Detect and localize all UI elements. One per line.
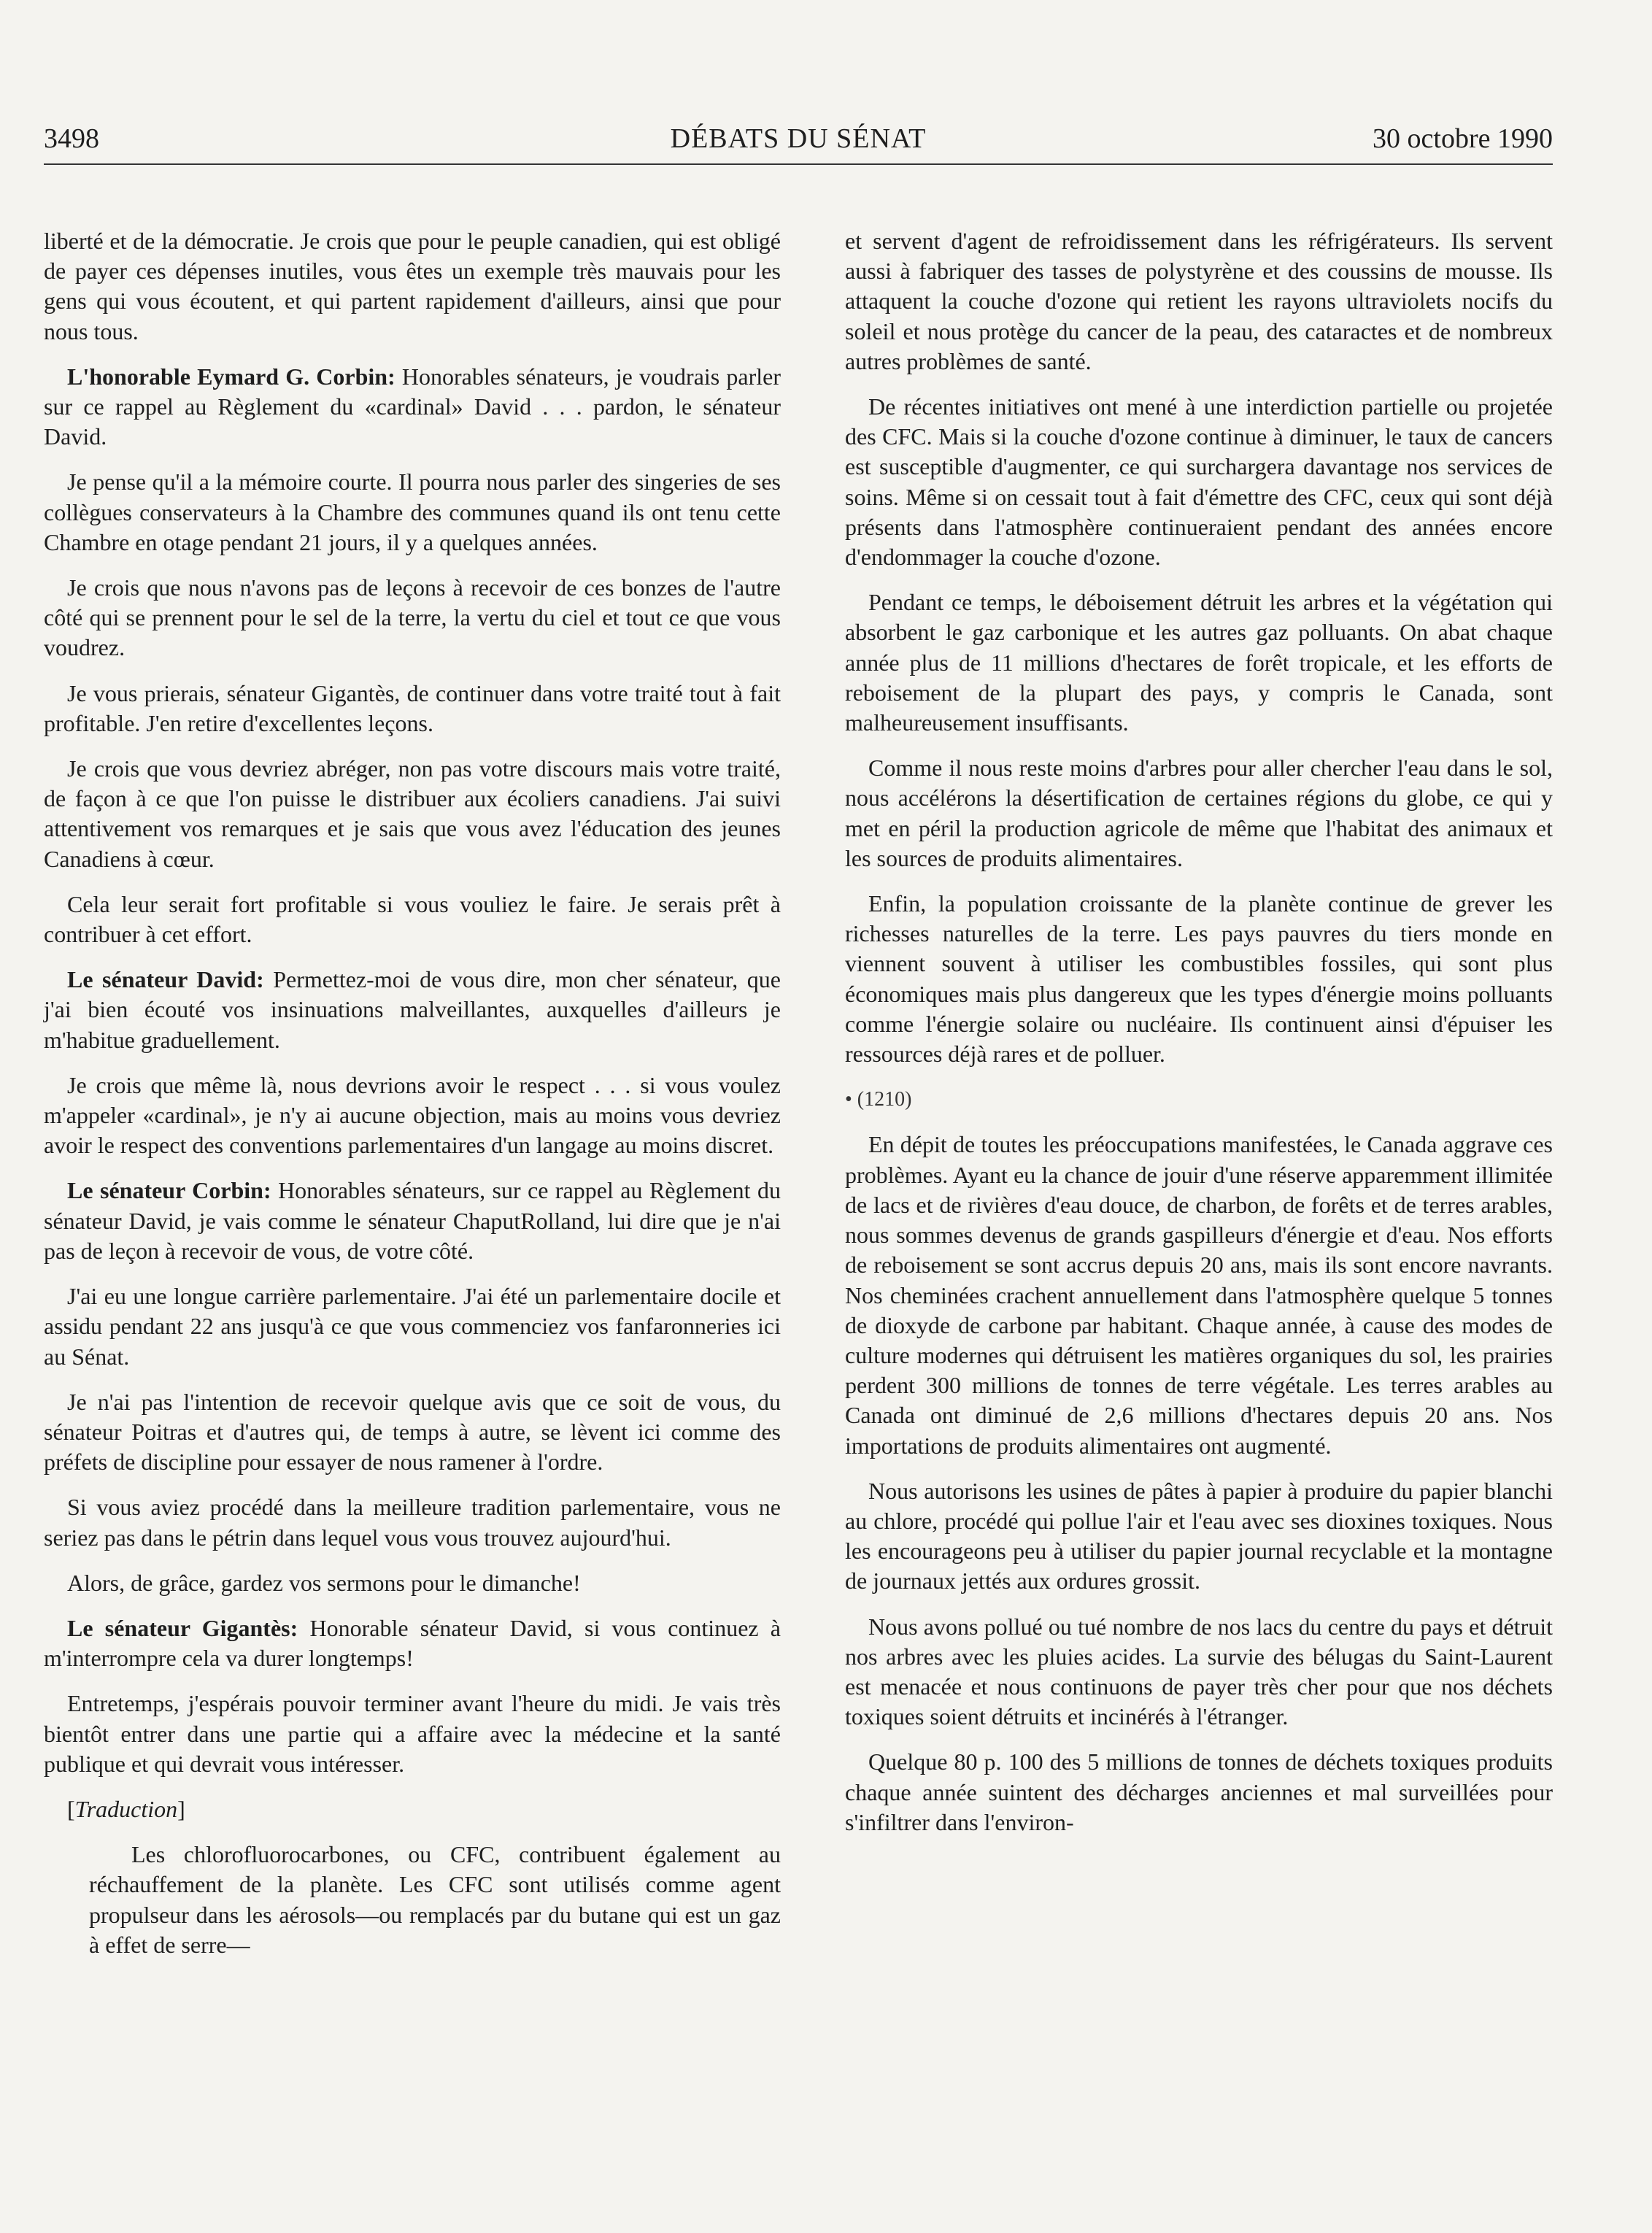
paragraph: Je crois que nous n'avons pas de leçons à recevoir de ces bonzes de l'autre côté qui se prennent pour le sel de la terre, la vertu du ciel et tout ce que vous voudrez. (44, 574, 781, 661)
paragraph: Pendant ce temps, le déboisement détruit les arbres et la végétation qui absorbent le gaz carbonique et les autres gaz polluants. On abat chaque année plus de 11 millions d'hectares de forêt tropicale, et les efforts de reboisement de la plupart des pays, y compris le Canada, sont malheureusement insuffisants. (845, 589, 1553, 736)
paragraph: Nous avons pollué ou tué nombre de nos lacs du centre du pays et détruit nos arbres avec les pluies acides. La survie des bélugas du Saint-Laurent est menacée et nous continuons de payer très cher pour que nos déchets toxiques soient détruits et incinérés à l'étranger. (845, 1613, 1553, 1730)
paragraph: Si vous aviez procédé dans la meilleure tradition parlementaire, vous ne seriez pas dans le pétrin dans lequel vous vous trouvez aujourd'hui. (44, 1494, 781, 1551)
paragraph: De récentes initiatives ont mené à une interdiction partielle ou projetée des CFC. Mais si la couche d'ozone continue à diminuer, le taux de cancers est susceptible d'augmenter, ce qui surchargera davantage nos services de soins. Même si on cessait tout à fait d'émettre des CFC, ceux qui sont déjà présents dans l'atmosphère continueraient pendant des années encore d'endommager la couche d'ozone. (845, 393, 1553, 571)
translated-paragraph: Les chlorofluorocarbones, ou CFC, contribuent également au réchauffement de la planète. Les CFC sont utilisés comme agent propulseur dans les aérosols—ou remplacés par du butane qui est un gaz à effet de serre— (89, 1841, 781, 1958)
speaker-paragraph (44, 1176, 781, 1266)
speaker-paragraph (44, 1613, 781, 1673)
speaker-name: Le sénateur Gigantès: (67, 1614, 298, 1641)
paragraph: J'ai eu une longue carrière parlementaire. J'ai été un parlementaire docile et assidu pendant 22 ans jusqu'à ce que vous commenciez vos fanfaronneries ici au Sénat. (44, 1283, 781, 1370)
speech-text: Permettez-moi de vous dire, mon cher sénateur, que j'ai bien écouté vos insinuations malveillantes, auxquelles d'ailleurs je m'habitue graduellement. (44, 966, 781, 1053)
paragraph: Enfin, la population croissante de la planète continue de grever les richesses naturelles de la terre. Les pays pauvres du tiers monde en viennent souvent à utiliser les combustibles fossiles, qui sont plus économiques mais plus dangereux que les types d'énergie moins polluants comme l'énergie solaire ou nucléaire. Ils continuent ainsi d'épuiser les ressources déjà rares et de polluer. (845, 890, 1553, 1068)
translation-label: [Traduction] (67, 1795, 185, 1822)
time-marker: • (1210) (845, 1088, 912, 1111)
speaker-name: Le sénateur David: (67, 966, 264, 993)
paragraph: Je crois que même là, nous devrions avoir le respect . . . si vous voulez m'appeler «cardinal», je n'y ai aucune objection, mais au moins vous devriez avoir le respect des conventions parlementaires d'un langage au moins discret. (44, 1071, 781, 1159)
left-column (44, 226, 781, 1975)
speaker-name: L'honorable Eymard G. Corbin: (67, 363, 395, 390)
speaker-paragraph (44, 362, 781, 452)
speaker-paragraph (44, 965, 781, 1055)
paragraph: En dépit de toutes les préoccupations manifestées, le Canada aggrave ces problèmes. Ayant eu la chance de jouir d'une réserve apparemment illimitée de lacs et de rivières d'eau douce, de charbon, de forêts et de terres arables, nous sommes devenus de grands gaspilleurs d'énergie et d'eau. Nos efforts de reboisement se sont accrus depuis 20 ans, mais ils sont encore navrants. Nos cheminées crachent annuellement dans l'atmosphère quelque 5 tonnes de dioxyde de carbone par habitant. Chaque année, à cause des modes de culture modernes qui détruisent les matières organiques du sol, les prairies perdent 300 millions de tonnes de terre végétale. Les terres arables au Canada ont diminué de 2,6 millions d'hectares depuis 20 ans. Nos importations de produits alimentaires ont augmenté. (845, 1131, 1553, 1459)
paragraph: et servent d'agent de refroidissement dans les réfrigérateurs. Ils servent aussi à fabriquer des tasses de polystyrène et des coussins de mousse. Ils attaquent la couche d'ozone qui retient les rayons ultraviolets nocifs du soleil et nous protège du cancer de la peau, des cataractes et de nombreux autres problèmes de santé. (845, 228, 1553, 374)
right-column (845, 226, 1553, 1853)
publication-date: 30 octobre 1990 (1373, 123, 1553, 154)
page-number: 3498 (44, 123, 99, 154)
paragraph: liberté et de la démocratie. Je crois que pour le peuple canadien, qui est obligé de payer ces dépenses inutiles, vous êtes un exemple très mauvais pour les gens qui vous écoutent, et qui partent rapidement d'ailleurs, ainsi que pour nous tous. (44, 228, 781, 344)
paragraph: Comme il nous reste moins d'arbres pour aller chercher l'eau dans le sol, nous accélérons la désertification de certaines régions du globe, ce qui y met en péril la production agricole de même que l'habitat des animaux et les sources de produits alimentaires. (845, 755, 1553, 871)
translation-word: Traduction (74, 1795, 178, 1822)
paragraph: Cela leur serait fort profitable si vous vouliez le faire. Je serais prêt à contribuer à cet effort. (44, 890, 781, 948)
speech-text: Honorable sénateur David, si vous continuez à m'interrompre cela va durer longtemps! (44, 1614, 781, 1672)
paragraph: Entretemps, j'espérais pouvoir terminer avant l'heure du midi. Je vais très bientôt entrer dans une partie qui a affaire avec la médecine et la santé publique et qui devrait vous intéresser. (44, 1690, 781, 1777)
publication-title: DÉBATS DU SÉNAT (670, 123, 927, 154)
paragraph: Alors, de grâce, gardez vos sermons pour le dimanche! (67, 1569, 581, 1596)
paragraph: Je pense qu'il a la mémoire courte. Il pourra nous parler des singeries de ses collègues conservateurs à la Chambre des communes quand ils ont tenu cette Chambre en otage pendant 21 jours, il y a quelques années. (44, 468, 781, 555)
speech-text: Honorables sénateurs, sur ce rappel au Règlement du sénateur David, je vais comme le sénateur ChaputRolland, lui dire que je n'ai pas de leçon à recevoir de vous, de votre côté. (44, 1177, 781, 1264)
paragraph: Je n'ai pas l'intention de recevoir quelque avis que ce soit de vous, du sénateur Poitras et d'autres qui, de temps à autre, se lèvent ici comme des préfets de discipline pour essayer de nous ramener à l'ordre. (44, 1388, 781, 1476)
paragraph: Nous autorisons les usines de pâtes à papier à produire du papier blanchi au chlore, procédé qui pollue l'air et l'eau avec ses dioxines toxiques. Nous les encourageons peu à utiliser du papier journal recyclable et la montagne de journaux jettés aux ordures grossit. (845, 1477, 1553, 1594)
page-header (44, 123, 1553, 165)
speaker-name: Le sénateur Corbin: (67, 1177, 271, 1204)
paragraph: Je vous prierais, sénateur Gigantès, de continuer dans votre traité tout à fait profitable. J'en retire d'excellentes leçons. (44, 679, 781, 736)
paragraph: Quelque 80 p. 100 des 5 millions de tonnes de déchets toxiques produits chaque année suintent des décharges anciennes et mal surveillées pour s'infiltrer dans l'environ- (845, 1748, 1553, 1835)
speech-text: Honorables sénateurs, je voudrais parler sur ce rappel au Règlement du «cardinal» David . . . pardon, le sénateur David. (44, 363, 781, 450)
paragraph: Je crois que vous devriez abréger, non pas votre discours mais votre traité, de façon à ce que l'on puisse le distribuer aux écoliers canadiens. J'ai suivi attentivement vos remarques et je sais que vous avez l'éducation des jeunes Canadiens à cœur. (44, 755, 781, 872)
